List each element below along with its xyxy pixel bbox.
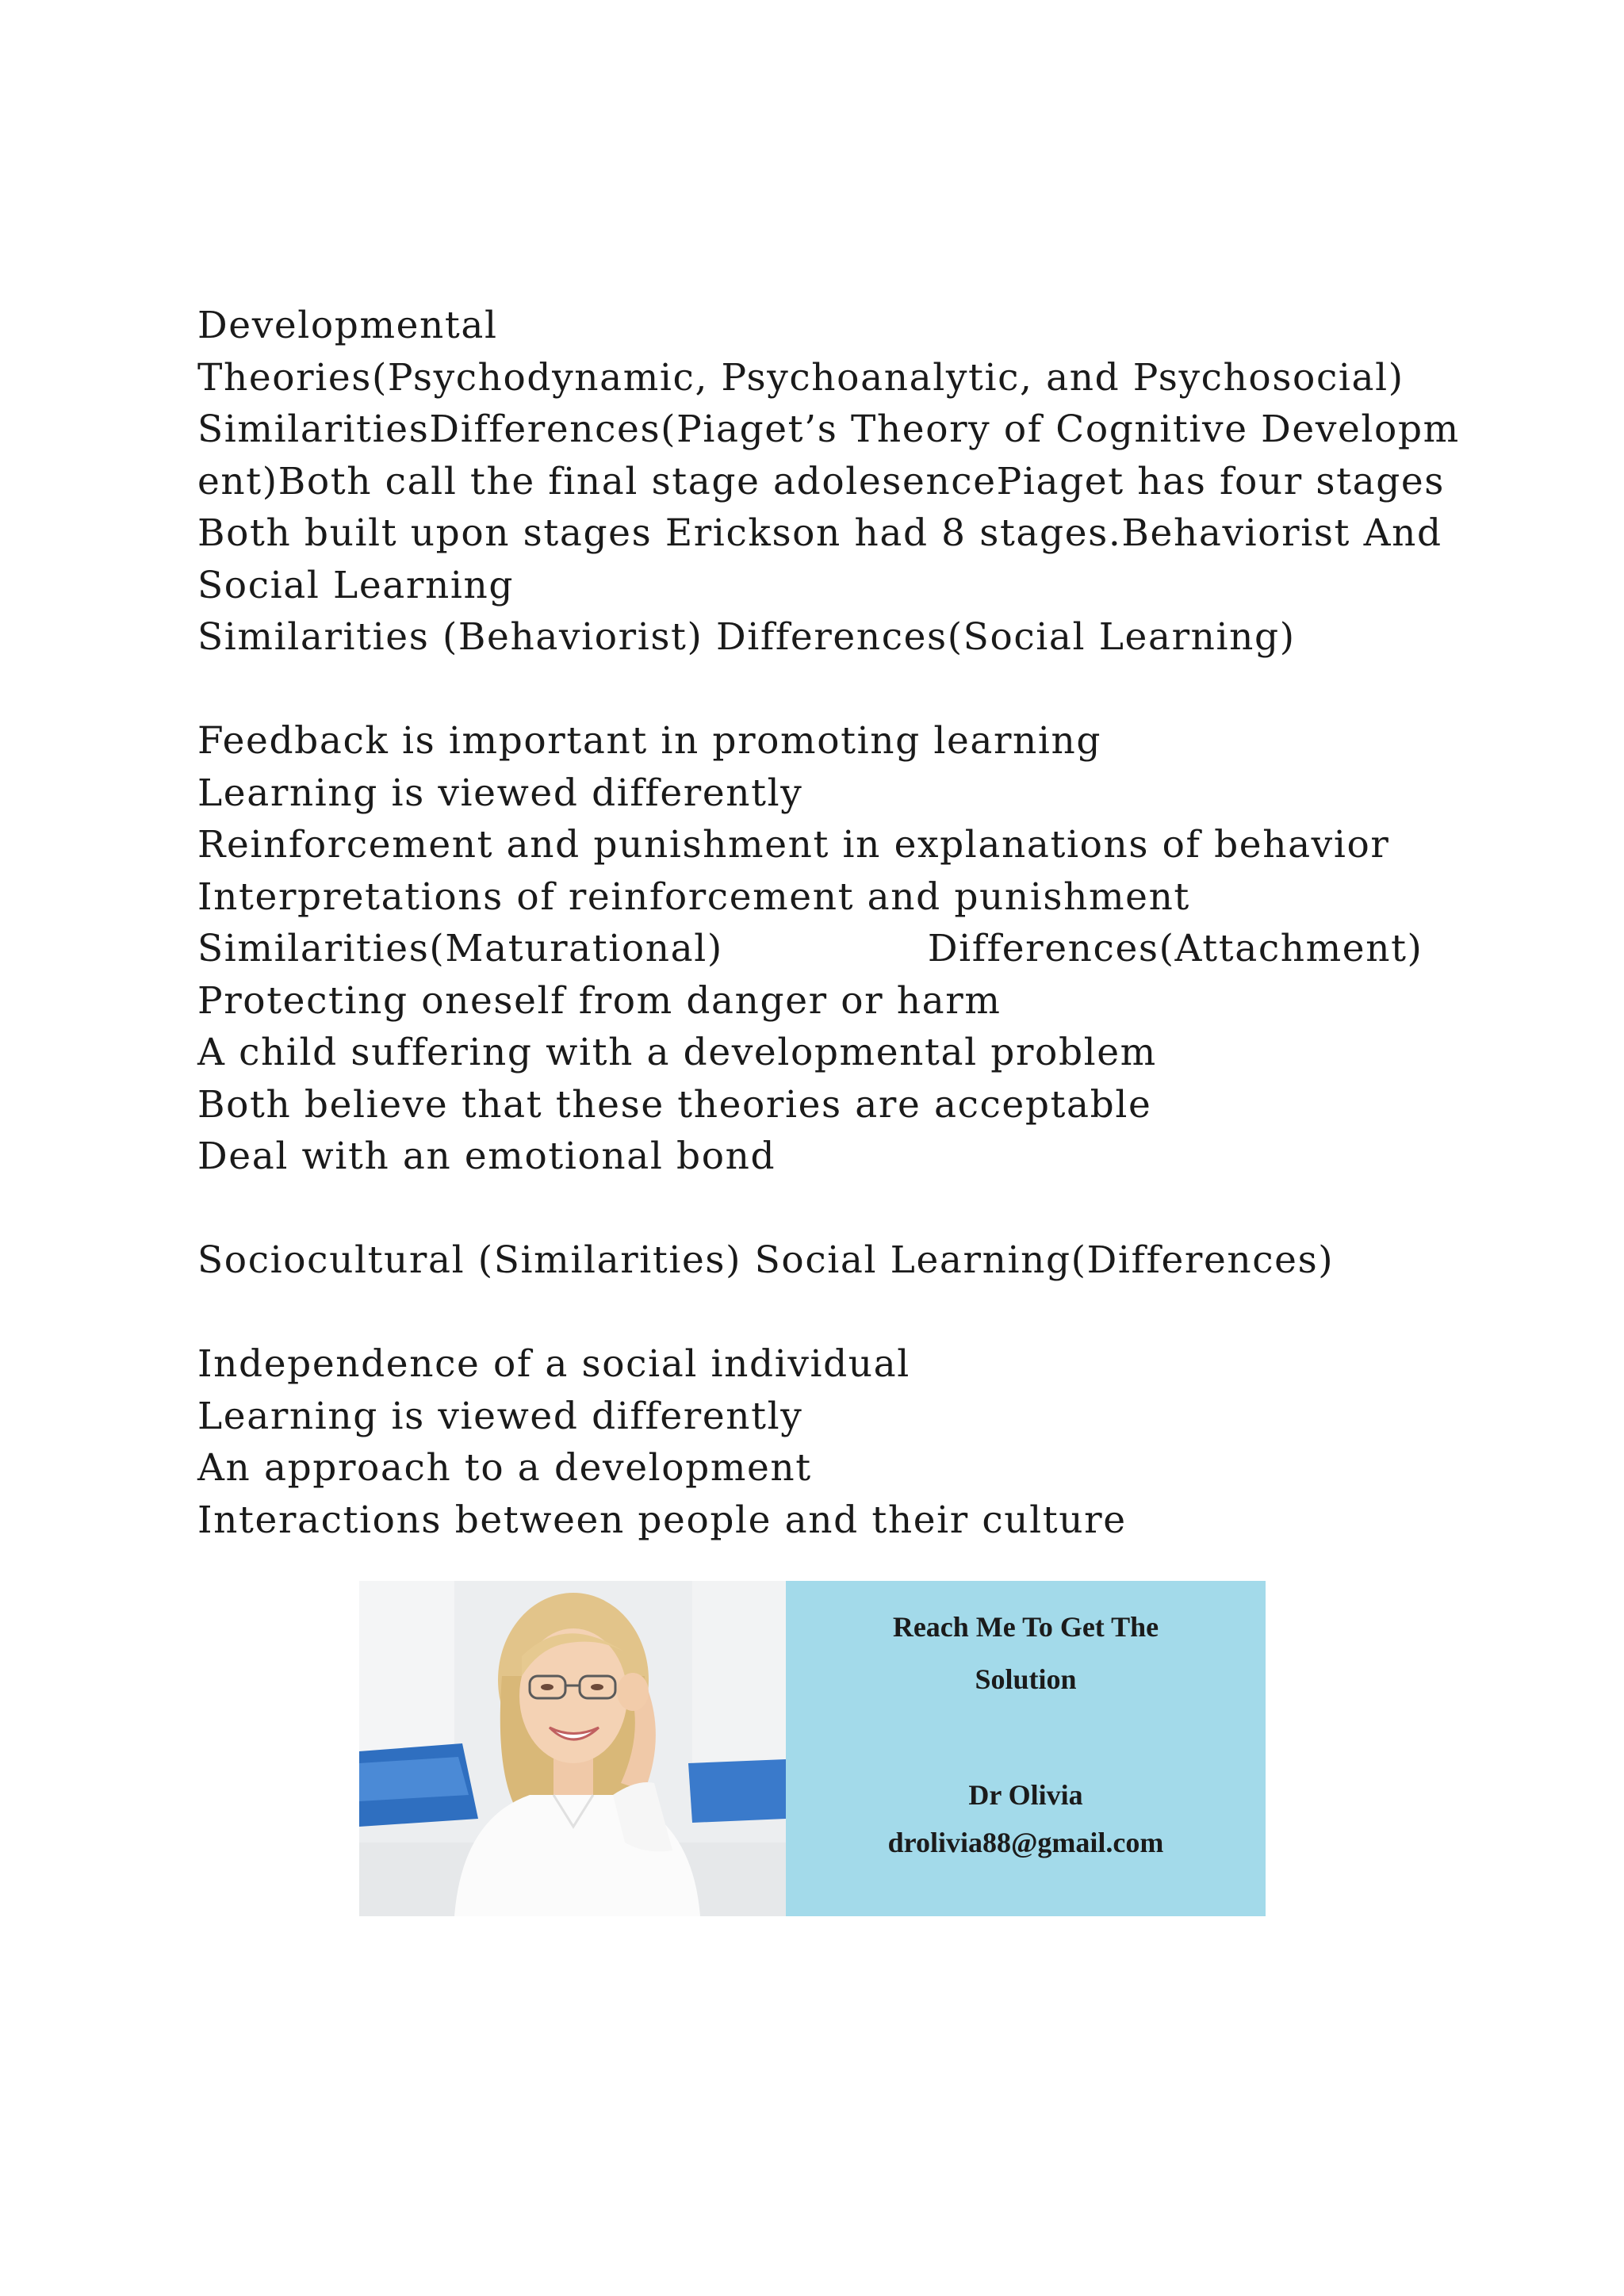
text-line: Both believe that these theories are acceptable: [197, 1082, 1152, 1127]
banner-line-2: Solution: [975, 1663, 1077, 1695]
text-line: Sociocultural (Similarities) Social Learning(Differences): [197, 1238, 1335, 1282]
blank-line: [197, 664, 1434, 716]
contact-panel: [786, 1581, 1266, 1916]
text-line: A child suffering with a developmental problem: [197, 1031, 1157, 1074]
text-line: Interactions between people and their culture: [197, 1498, 1127, 1542]
banner-line-1: Reach Me To Get The: [892, 1611, 1159, 1643]
text-line: Independence of a social individual: [197, 1342, 910, 1386]
text-line: SimilaritiesDifferences(Piaget’s Theory of Cognitive Developm: [197, 408, 1460, 451]
maturational-heading-row: [197, 923, 1434, 975]
contact-name: Dr Olivia: [968, 1779, 1083, 1811]
document-body: [197, 300, 1460, 1546]
text-line: Learning is viewed differently: [197, 1394, 803, 1438]
text-line: Learning is viewed differently: [197, 771, 803, 815]
text-line: Protecting oneself from danger or harm: [197, 978, 1002, 1023]
text-line: Social Learning: [197, 563, 515, 607]
text-line: Theories(Psychodynamic, Psychoanalytic, and Psychosocial): [197, 355, 1404, 400]
text-line: Interpretations of reinforcement and punishment: [197, 874, 1190, 919]
text-line: Deal with an emotional bond: [197, 1135, 776, 1178]
text-line: ent)Both call the final stage adolesencePiaget has four stages: [197, 459, 1446, 503]
text-line: Similarities (Behaviorist) Differences(Social Learning): [197, 615, 1296, 659]
contact-banner: [359, 1581, 1266, 1916]
text-line: Reinforcement and punishment in explanations of behavior: [197, 823, 1390, 867]
maturational-similarities-heading: Similarities(Maturational): [197, 927, 723, 970]
woman-photo-illustration: [359, 1581, 786, 1916]
text-line: Developmental: [197, 304, 498, 347]
attachment-differences-heading: Differences(Attachment): [927, 927, 1423, 970]
text-line: Both built upon stages Erickson had 8 stages.Behaviorist And: [197, 511, 1442, 555]
woman-photo: [359, 1581, 786, 1916]
blank-line: [197, 1183, 1434, 1235]
text-line: Feedback is important in promoting learning: [197, 719, 1102, 763]
contact-email: drolivia88@gmail.com: [887, 1827, 1164, 1858]
blank-line: [197, 1287, 1434, 1339]
text-line: An approach to a development: [197, 1446, 812, 1490]
